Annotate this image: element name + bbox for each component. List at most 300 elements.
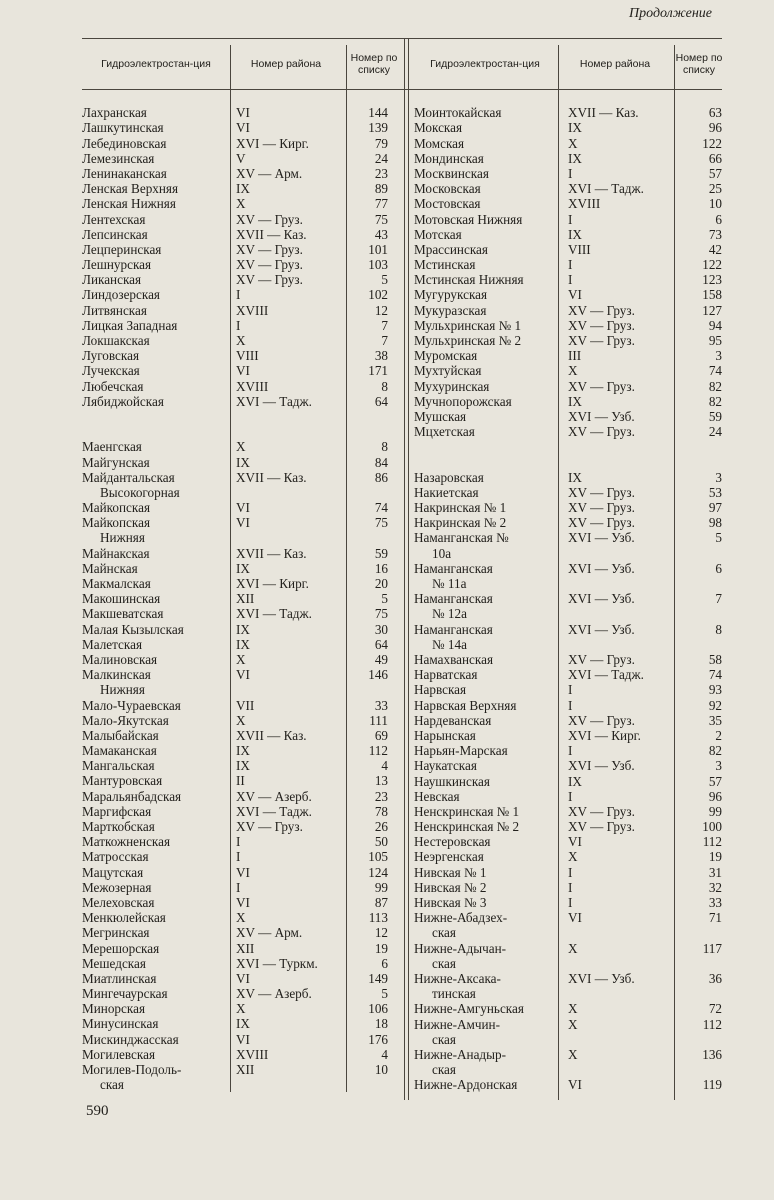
- list-number: 74: [708, 667, 722, 683]
- region-number: XVIII: [236, 302, 269, 318]
- station-name-line: Мульхринская № 2: [414, 333, 522, 348]
- list-number: 12: [374, 302, 388, 318]
- region-number: XVI — Туркм.: [236, 955, 318, 971]
- header-region-left: Номер района: [250, 58, 322, 70]
- table-row: [414, 910, 722, 940]
- table-row: [414, 136, 722, 151]
- table-row: [414, 849, 722, 864]
- station-name-line: Мелеховская: [82, 894, 155, 910]
- region-number: I: [236, 834, 241, 850]
- table-row: [414, 804, 722, 819]
- station-name-line: Майкопская: [82, 500, 151, 516]
- region-number: XVI — Узб.: [568, 530, 635, 546]
- station-name-line: Ненскринская № 2: [414, 819, 520, 835]
- table-row: [82, 713, 404, 728]
- header-region-right: Номер района: [579, 58, 651, 70]
- column-rule: [404, 39, 405, 89]
- region-number: XVIII: [568, 196, 601, 212]
- station-name-line: Нарынская: [414, 727, 476, 743]
- station-name-line: Нижне-Аксака-: [414, 970, 501, 986]
- station-name-line: Мингечаурская: [82, 986, 168, 1002]
- region-number: XVI — Кирг.: [236, 135, 309, 151]
- list-number: 6: [715, 560, 722, 576]
- region-number: VI: [236, 105, 250, 121]
- list-number: 12: [374, 925, 388, 941]
- list-number: 33: [708, 895, 722, 910]
- list-number: 10: [374, 1062, 388, 1078]
- region-number: IX: [236, 181, 250, 197]
- list-number: 74: [374, 500, 388, 516]
- station-name-line: Литвянская: [82, 302, 147, 318]
- station-name-continuation: № 12а: [432, 606, 467, 622]
- list-number: 43: [374, 226, 388, 242]
- list-number: 75: [374, 606, 388, 622]
- station-name: [82, 379, 143, 394]
- list-number: 92: [708, 697, 722, 713]
- table-body: [82, 90, 722, 1100]
- table-row: [82, 804, 404, 819]
- station-name-line: Маргифская: [82, 803, 152, 819]
- list-number: 5: [381, 591, 388, 607]
- table-row: [82, 318, 404, 333]
- table-row: [82, 1032, 404, 1047]
- region-number: XVI — Кирг.: [568, 727, 641, 743]
- station-name-line: Нижне-Амчин-: [414, 1016, 501, 1032]
- region-number: XV — Азерб.: [236, 986, 312, 1002]
- region-number: XVI — Тадж.: [568, 181, 644, 197]
- table-row: [82, 743, 404, 758]
- table-row: [414, 667, 722, 682]
- list-number: 158: [702, 287, 722, 303]
- table-row: [414, 895, 722, 910]
- table-row: [82, 895, 404, 910]
- region-number: I: [236, 317, 241, 333]
- station-name: [82, 971, 156, 986]
- list-number: 72: [708, 1001, 722, 1017]
- region-number: IX: [568, 393, 582, 409]
- station-name-line: Мало-Якутская: [82, 712, 169, 728]
- station-name-line: Мукуразская: [414, 302, 487, 318]
- station-name-line: Намахванская: [414, 652, 494, 667]
- table-row: [414, 515, 722, 530]
- station-name: [414, 1017, 500, 1047]
- table-row: [414, 485, 722, 500]
- list-number: 38: [374, 348, 388, 364]
- station-name-line: Малетская: [82, 636, 143, 652]
- region-number: X: [236, 1001, 246, 1017]
- list-number: 86: [374, 469, 388, 485]
- station-name: [82, 333, 150, 348]
- list-number: 100: [702, 819, 722, 835]
- list-number: 10: [708, 196, 722, 212]
- table-row: [414, 1077, 722, 1092]
- list-number: 53: [708, 484, 722, 500]
- station-name: [414, 910, 507, 940]
- table-row: [82, 105, 404, 120]
- station-name: [82, 713, 169, 728]
- table-row: [82, 591, 404, 606]
- station-name-line: Назаровская: [414, 469, 484, 485]
- table-row: [414, 652, 722, 667]
- list-number: 6: [715, 211, 722, 227]
- station-name: [82, 348, 139, 363]
- region-number: I: [236, 849, 241, 865]
- station-name: [414, 1001, 524, 1016]
- region-number: IX: [236, 1016, 250, 1032]
- table-row: [82, 303, 404, 318]
- station-name-line: Лябиджойская: [82, 393, 164, 409]
- station-name: [414, 181, 481, 196]
- station-name-line: Нижне-Адычан-: [414, 940, 507, 956]
- table-row: [414, 181, 722, 196]
- table-row: [414, 941, 722, 971]
- hydro-stations-table: [82, 38, 722, 1100]
- station-name: [414, 166, 489, 181]
- region-number: XV — Груз.: [568, 803, 635, 819]
- region-number: V: [236, 150, 246, 166]
- station-name: [82, 956, 146, 971]
- table-row: [414, 470, 722, 485]
- station-name: [414, 941, 506, 971]
- list-number: 146: [368, 667, 388, 683]
- station-name-line: Наушкинская: [414, 773, 490, 789]
- station-name: [414, 242, 488, 257]
- station-name: [82, 667, 151, 697]
- station-name: [82, 272, 141, 287]
- station-name: [82, 895, 154, 910]
- station-name-continuation: ская: [432, 925, 456, 941]
- station-name-line: Нарвская Верхняя: [414, 697, 517, 713]
- list-number: 103: [368, 257, 388, 273]
- table-row: [414, 1017, 722, 1047]
- table-row: [82, 439, 404, 454]
- region-number: XVII — Каз.: [568, 105, 639, 121]
- region-number: XV — Груз.: [568, 500, 635, 516]
- station-name: [82, 1016, 158, 1031]
- station-name: [414, 591, 493, 621]
- table-row: [82, 515, 404, 545]
- station-name-line: Мухуринская: [414, 378, 490, 394]
- region-number: XV — Груз.: [568, 712, 635, 728]
- table-row: [82, 363, 404, 378]
- station-name-line: Малиновская: [82, 651, 158, 667]
- region-number: IX: [568, 150, 582, 166]
- table-row: [82, 606, 404, 621]
- region-number: I: [568, 272, 573, 288]
- region-number: XVI — Тадж.: [236, 803, 312, 819]
- station-name: [414, 287, 487, 302]
- list-number: 36: [708, 970, 722, 986]
- table-row: [82, 561, 404, 576]
- region-number: X: [568, 135, 578, 151]
- station-name-line: Ликанская: [82, 272, 142, 288]
- station-name: [82, 789, 181, 804]
- region-number: IX: [236, 621, 250, 637]
- station-name: [82, 455, 150, 470]
- region-number: VI: [236, 894, 250, 910]
- table-row: [82, 151, 404, 166]
- station-name: [82, 728, 159, 743]
- list-number: 30: [374, 621, 388, 637]
- region-number: XV — Груз.: [568, 652, 635, 667]
- list-number: 99: [708, 803, 722, 819]
- region-number: I: [568, 257, 573, 273]
- station-name-continuation: Нижняя: [100, 682, 145, 698]
- station-name-line: Мостовская: [414, 196, 481, 212]
- station-name: [82, 758, 155, 773]
- station-name-line: Нардеванская: [414, 712, 492, 728]
- station-name-line: Лебединовская: [82, 135, 167, 151]
- station-name: [82, 1062, 181, 1092]
- list-number: 25: [708, 181, 722, 197]
- station-name-line: Лемезинская: [82, 150, 155, 166]
- table-row: [82, 637, 404, 652]
- table-row: [82, 379, 404, 394]
- list-number: 3: [715, 469, 722, 485]
- list-number: 7: [381, 317, 388, 333]
- station-name: [82, 120, 164, 135]
- region-number: X: [236, 651, 246, 667]
- station-name-line: Ленская Нижняя: [82, 196, 176, 212]
- station-name-line: Мантуровская: [82, 773, 163, 789]
- station-name: [414, 333, 521, 348]
- table-row: [82, 652, 404, 667]
- station-name: [82, 637, 142, 652]
- list-number: 7: [381, 333, 388, 348]
- list-number: 5: [381, 986, 388, 1002]
- region-number: XV — Груз.: [568, 484, 635, 500]
- station-name-line: Минусинская: [82, 1016, 159, 1032]
- station-name: [82, 227, 148, 242]
- table-row: [414, 834, 722, 849]
- list-number: 101: [368, 241, 388, 257]
- station-name: [414, 758, 477, 773]
- region-number: VI: [568, 287, 582, 303]
- list-number: 94: [708, 317, 722, 333]
- list-number: 95: [708, 333, 722, 348]
- list-number: 59: [708, 408, 722, 424]
- station-name-line: Мугурукская: [414, 287, 488, 303]
- list-number: 5: [715, 530, 722, 546]
- region-number: XV — Груз.: [568, 317, 635, 333]
- region-number: VI: [236, 970, 250, 986]
- station-name: [414, 652, 493, 667]
- region-number: VI: [236, 515, 250, 531]
- station-name-continuation: ская: [100, 1077, 124, 1093]
- station-name-continuation: ская: [432, 1031, 456, 1047]
- station-name: [414, 743, 508, 758]
- list-number: 75: [374, 515, 388, 531]
- list-number: 112: [702, 834, 722, 850]
- station-name: [414, 196, 481, 211]
- column-rule: [346, 45, 347, 89]
- table-row: [414, 971, 722, 1001]
- station-name-line: Майнакская: [82, 545, 150, 561]
- list-number: 124: [368, 864, 388, 880]
- station-name-line: Мцхетская: [414, 424, 475, 440]
- table-row: [82, 212, 404, 227]
- region-number: XVII — Каз.: [236, 469, 307, 485]
- row-spacer: [82, 409, 404, 424]
- region-number: IX: [568, 120, 582, 136]
- list-number: 3: [715, 348, 722, 364]
- table-row: [414, 333, 722, 348]
- station-name: [82, 1001, 145, 1016]
- table-row: [82, 242, 404, 257]
- table-row: [414, 363, 722, 378]
- station-name: [414, 424, 475, 439]
- station-name: [82, 515, 150, 545]
- station-name: [414, 348, 477, 363]
- station-name: [414, 485, 479, 500]
- table-row: [414, 120, 722, 135]
- station-name: [414, 257, 475, 272]
- region-number: III: [568, 348, 582, 364]
- region-number: XV — Груз.: [568, 819, 635, 835]
- list-number: 97: [708, 500, 722, 516]
- station-name-line: Лучекская: [82, 363, 140, 379]
- table-row: [82, 196, 404, 211]
- header-list-num-left: Номер по списку: [350, 52, 398, 76]
- table-row: [82, 880, 404, 895]
- list-number: 77: [374, 196, 388, 212]
- region-number: XVI — Узб.: [568, 758, 635, 774]
- region-number: VI: [236, 500, 250, 516]
- region-number: I: [568, 165, 573, 181]
- region-number: VI: [568, 910, 582, 926]
- station-name-line: Ленинаканская: [82, 165, 167, 181]
- station-name-line: Нарьян-Марская: [414, 743, 508, 759]
- region-number: XVI — Тадж.: [568, 667, 644, 683]
- column-rule: [404, 90, 405, 1100]
- row-spacer: [414, 439, 722, 454]
- column-rule: [558, 45, 559, 89]
- list-number: 171: [368, 363, 388, 379]
- table-row: [82, 257, 404, 272]
- station-name-line: Ленская Верхняя: [82, 181, 179, 197]
- list-number: 96: [708, 120, 722, 136]
- region-number: I: [568, 682, 573, 698]
- region-number: XVII — Каз.: [236, 727, 307, 743]
- station-name-continuation: № 11а: [432, 576, 467, 592]
- table-row: [82, 698, 404, 713]
- list-number: 23: [374, 165, 388, 181]
- list-number: 19: [374, 940, 388, 956]
- table-row: [414, 865, 722, 880]
- table-row: [82, 667, 404, 697]
- list-number: 58: [708, 652, 722, 667]
- list-number: 123: [702, 272, 722, 288]
- station-name-continuation: Высокогорная: [100, 484, 180, 500]
- region-number: XVI — Узб.: [568, 408, 635, 424]
- region-number: XVI — Тадж.: [236, 393, 312, 409]
- region-number: VI: [568, 834, 582, 850]
- table-row: [82, 622, 404, 637]
- station-name: [414, 272, 524, 287]
- right-column: [414, 90, 722, 1093]
- station-name-line: Мотовская Нижняя: [414, 211, 523, 227]
- table-row: [82, 1047, 404, 1062]
- station-name: [414, 1047, 506, 1077]
- table-row: [82, 971, 404, 986]
- column-rule: [230, 45, 231, 89]
- station-name-line: Нивская № 2: [414, 879, 487, 895]
- row-spacer: [82, 424, 404, 439]
- region-number: X: [236, 712, 246, 728]
- list-number: 3: [715, 758, 722, 774]
- header-station-right: Гидроэлектростан-ция: [430, 58, 540, 70]
- list-number: 139: [368, 120, 388, 136]
- station-name-line: Макмалская: [82, 576, 151, 592]
- column-rule: [408, 90, 409, 1100]
- station-name-line: Мокская: [414, 120, 463, 136]
- region-number: XV — Груз.: [568, 378, 635, 394]
- station-name: [82, 986, 168, 1001]
- table-row: [414, 743, 722, 758]
- list-number: 89: [374, 181, 388, 197]
- region-number: XV — Груз.: [568, 424, 635, 440]
- list-number: 33: [374, 697, 388, 713]
- station-name-line: Нарвская: [414, 682, 467, 698]
- station-name-line: Малыбайская: [82, 727, 159, 743]
- region-number: I: [568, 788, 573, 804]
- list-number: 113: [368, 910, 388, 926]
- station-name: [414, 895, 486, 910]
- station-name: [82, 151, 154, 166]
- table-row: [414, 348, 722, 363]
- station-name-line: Неэргенская: [414, 849, 484, 865]
- region-number: VI: [236, 667, 250, 683]
- station-name: [414, 622, 493, 652]
- station-name: [414, 865, 486, 880]
- list-number: 24: [708, 424, 722, 440]
- station-name-line: Могилевская: [82, 1046, 156, 1062]
- region-number: XV — Груз.: [236, 257, 303, 273]
- list-number: 75: [374, 211, 388, 227]
- list-number: 31: [708, 864, 722, 880]
- station-name: [82, 546, 150, 561]
- list-number: 63: [708, 105, 722, 121]
- station-name-line: Мало-Чураевская: [82, 697, 181, 713]
- station-name-line: Малая Кызылская: [82, 621, 184, 637]
- region-number: I: [236, 287, 241, 303]
- station-name: [82, 819, 155, 834]
- region-number: XVI — Узб.: [568, 970, 635, 986]
- station-name: [82, 166, 167, 181]
- region-number: XVI — Узб.: [568, 560, 635, 576]
- continued-label: Продолжение: [629, 6, 712, 21]
- region-number: X: [236, 333, 246, 348]
- station-name: [82, 773, 162, 788]
- table-row: [82, 120, 404, 135]
- region-number: XV — Груз.: [236, 241, 303, 257]
- station-name-line: Мухтуйская: [414, 363, 482, 379]
- region-number: VII: [236, 697, 255, 713]
- list-number: 18: [374, 1016, 388, 1032]
- list-number: 71: [708, 910, 722, 926]
- list-number: 74: [708, 363, 722, 379]
- table-row: [414, 1047, 722, 1077]
- station-name: [82, 394, 164, 409]
- station-name-line: Нижне-Ардонская: [414, 1077, 518, 1093]
- region-number: II: [236, 773, 245, 789]
- list-number: 16: [374, 560, 388, 576]
- region-number: XVI — Тадж.: [236, 606, 312, 622]
- region-number: I: [236, 879, 241, 895]
- list-number: 117: [702, 940, 722, 956]
- table-row: [82, 1062, 404, 1092]
- table-row: [414, 151, 722, 166]
